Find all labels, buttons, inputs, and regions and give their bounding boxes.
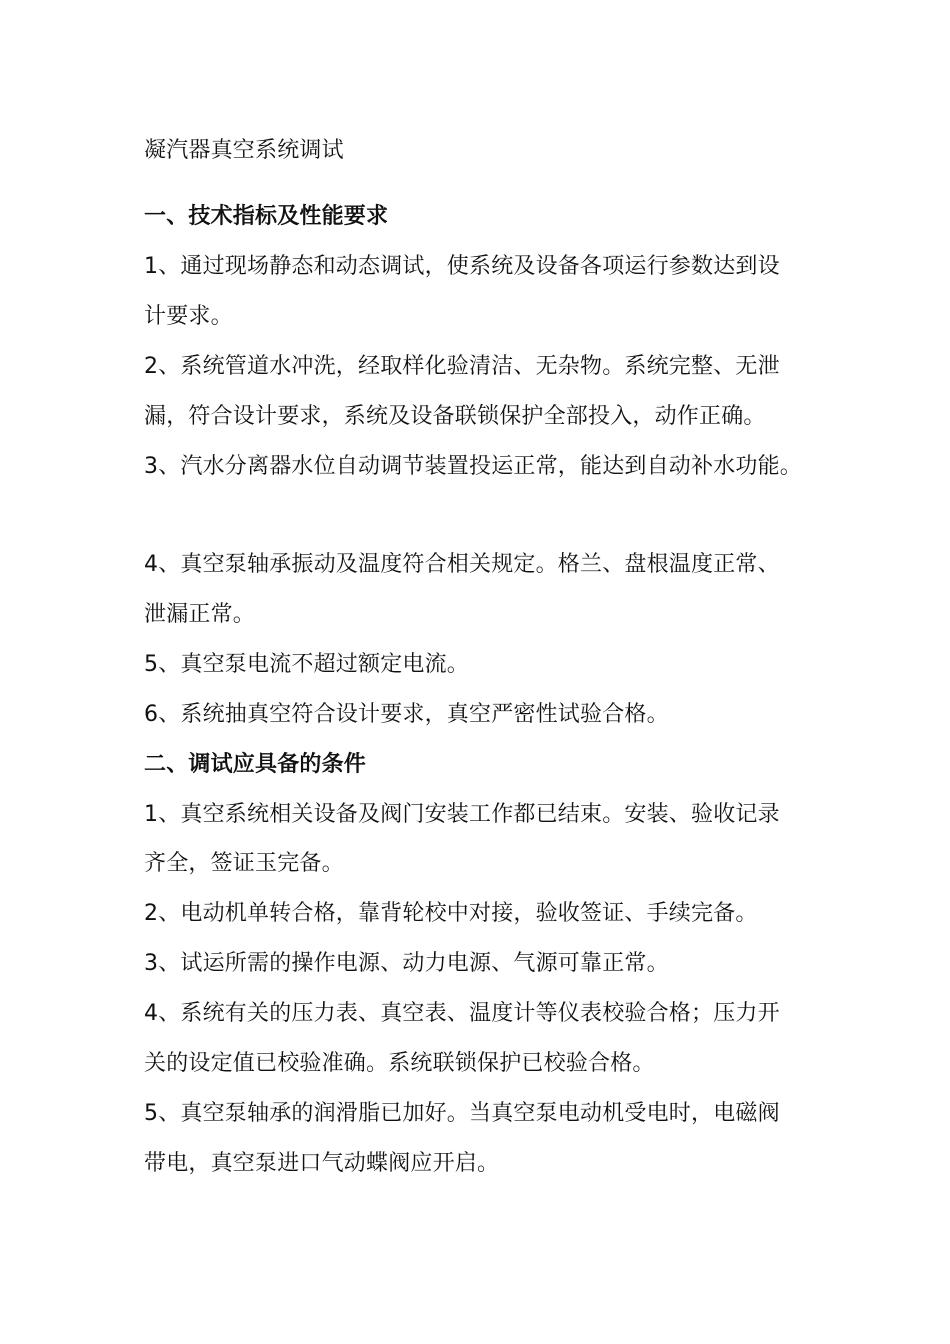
section1-item6-line1: 6、系统抽真空符合设计要求，真空严密性试验合格。 xyxy=(144,702,669,727)
section2-item1-line2: 齐全，签证玉完备。 xyxy=(144,851,344,876)
section2-item2-line1: 2、电动机单转合格，靠背轮校中对接，验收签证、手续完备。 xyxy=(144,901,758,926)
section2-item5-line1: 5、真空泵轴承的润滑脂已加好。当真空泵电动机受电时，电磁阀 xyxy=(144,1101,780,1126)
section1-item4-line2: 泄漏正常。 xyxy=(144,602,256,627)
section2-item4-line2: 关的设定值已校验准确。系统联锁保护已校验合格。 xyxy=(144,1051,655,1076)
section1-item4-line1: 4、真空泵轴承振动及温度符合相关规定。格兰、盘根温度正常、 xyxy=(144,552,780,577)
section1-item5-line1: 5、真空泵电流不超过额定电流。 xyxy=(144,652,469,677)
section2-item5-line2: 带电，真空泵进口气动蝶阀应开启。 xyxy=(144,1151,500,1176)
section1-item1-line1: 1、通过现场静态和动态调试，使系统及设备各项运行参数达到设 xyxy=(144,254,780,279)
document-title: 凝汽器真空系统调试 xyxy=(144,138,344,163)
section-heading-1: 一、技术指标及性能要求 xyxy=(144,204,389,229)
section2-item1-line1: 1、真空系统相关设备及阀门安装工作都已结束。安装、验收记录 xyxy=(144,802,780,827)
section1-item3-line1: 3、汽水分离器水位自动调节装置投运正常，能达到自动补水功能。 xyxy=(144,454,802,479)
section2-item4-line1: 4、系统有关的压力表、真空表、温度计等仪表校验合格；压力开 xyxy=(144,1001,780,1026)
section-heading-2: 二、调试应具备的条件 xyxy=(144,752,367,777)
section2-item3-line1: 3、试运所需的操作电源、动力电源、气源可靠正常。 xyxy=(144,951,669,976)
section1-item1-line2: 计要求。 xyxy=(144,304,233,329)
section1-item2-line1: 2、系统管道水冲洗，经取样化验清洁、无杂物。系统完整、无泄 xyxy=(144,354,780,379)
section1-item2-line2: 漏，符合设计要求，系统及设备联锁保护全部投入，动作正确。 xyxy=(144,404,766,429)
